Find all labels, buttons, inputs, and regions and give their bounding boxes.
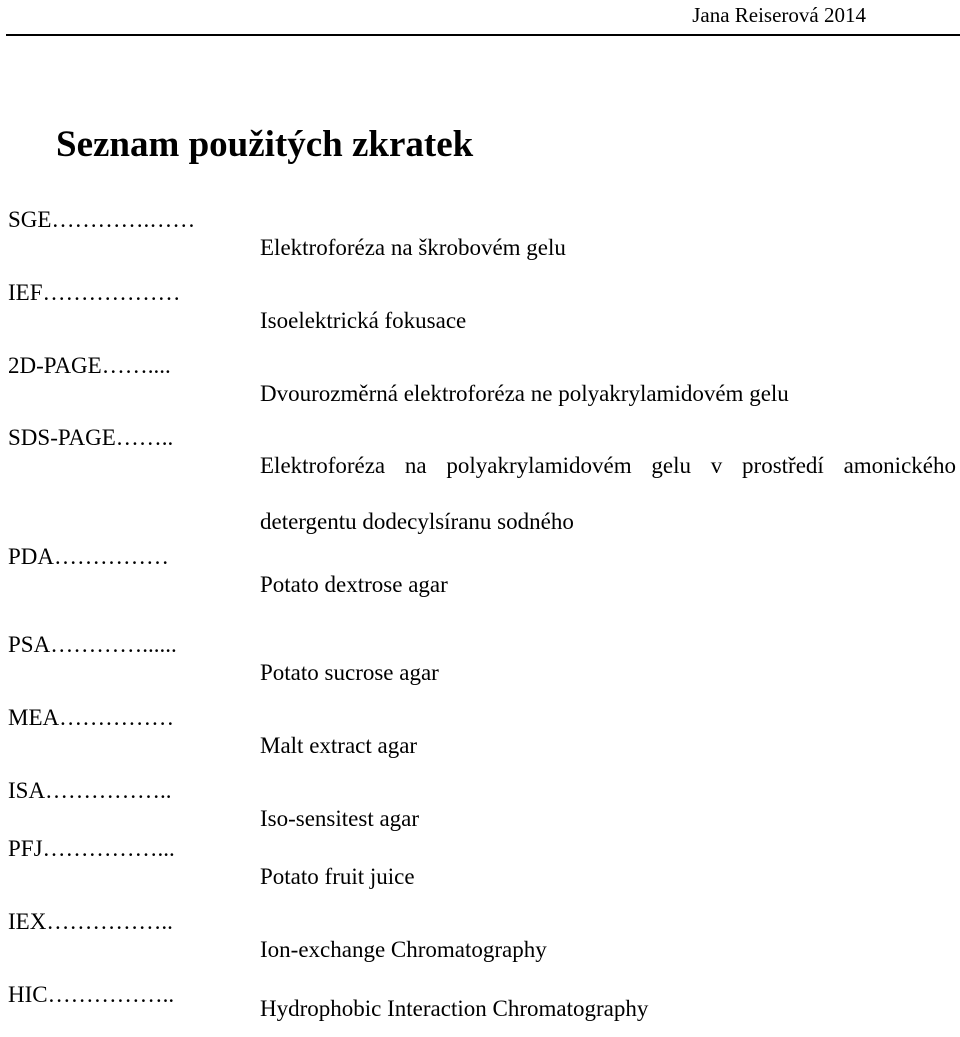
abbreviation-entry-mea xyxy=(0,704,960,764)
abbreviation-term: SDS-PAGE…….. xyxy=(8,425,174,450)
abbreviation-term: PSA…………...... xyxy=(8,632,177,657)
abbreviation-entry-iex xyxy=(0,908,960,968)
abbreviation-definition: Malt extract agar xyxy=(260,733,418,758)
abbreviation-entry-sge xyxy=(0,206,960,266)
abbreviation-definition: Iso-sensitest agar xyxy=(260,806,420,831)
abbreviation-entry-psa xyxy=(0,631,960,691)
abbreviation-definition: Elektroforéza na škrobovém gelu xyxy=(260,235,566,260)
abbreviation-term: PDA…………… xyxy=(8,544,170,569)
abbreviation-entry-pda xyxy=(0,543,960,603)
abbreviation-term: MEA…………… xyxy=(8,705,175,730)
abbreviation-entry-ief xyxy=(0,279,960,339)
abbreviation-term: HIC…………….. xyxy=(8,982,175,1007)
page-title: Seznam použitých zkratek xyxy=(56,124,474,165)
abbreviation-definition: Dvourozměrná elektroforéza ne polyakrylamidovém gelu xyxy=(260,381,789,406)
abbreviation-term: PFJ……………... xyxy=(8,836,175,861)
abbreviation-term: IEF……………… xyxy=(8,280,181,305)
abbreviation-term: SGE………….…… xyxy=(8,207,196,232)
abbreviation-entry-sds-page xyxy=(0,424,960,540)
abbreviation-term: IEX…………….. xyxy=(8,909,173,934)
abbreviation-definition: Isoelektrická fokusace xyxy=(260,308,467,333)
abbreviation-definition: Hydrophobic Interaction Chromatography xyxy=(260,996,649,1021)
abbreviation-definition: Potato sucrose agar xyxy=(260,660,439,685)
header-divider xyxy=(6,34,960,36)
abbreviation-definition: Ion-exchange Chromatography xyxy=(260,937,547,962)
abbreviation-definition: Potato fruit juice xyxy=(260,864,415,889)
abbreviation-term: ISA…………….. xyxy=(8,778,172,803)
abbreviation-entry-isa xyxy=(0,777,960,837)
abbreviation-definition: Potato dextrose agar xyxy=(260,572,448,597)
abbreviation-entry-2d-page xyxy=(0,352,960,412)
header-author-year: Jana Reiserová 2014 xyxy=(692,3,866,27)
abbreviation-definition: Elektroforéza na polyakrylamidovém gelu v prostředí amonického detergentu dodecylsíranu sodného xyxy=(260,453,956,534)
abbreviation-entry-hic xyxy=(0,981,960,1024)
abbreviation-entry-pfj xyxy=(0,835,960,895)
abbreviation-term: 2D-PAGE…….... xyxy=(8,353,171,378)
